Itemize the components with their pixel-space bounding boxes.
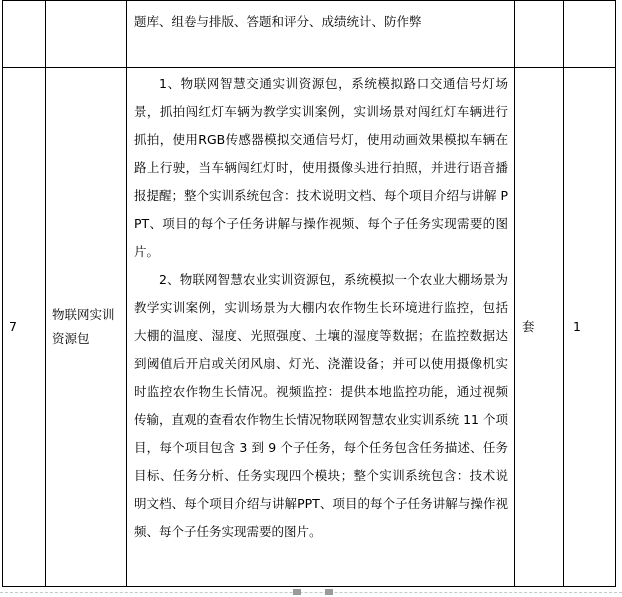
number-cell [3,1,46,68]
column-marker [325,589,333,595]
description-paragraph-2: 2、物联网智慧农业实训资源包，系统模拟一个农业大棚场景为教学实训案例，实训场景为大棚内农作物生长环境进行监控，包括大棚的温度、湿度、光照强度、土壤的湿度等数据；在监控数据达到阈值后开启或关闭风扇、灯光、浇灌设备；并可以使用摄像机实时监控农作物生长情况。视频监控：提供本地监控功能，通过视频传输，直观的查看农作物生长情况物联网智慧农业实训系统 11 个项目，每个项目包含 3 到 9 个子任务，每个任务包含任务描述、任务目标、任务分析、任务实现四个模块；整个实训系统包含：技术说明文档、每个项目介绍与讲解PPT、项目的每个子任务讲解与操作视频、每个子任务实现需要的图片。 [134,272,508,539]
unit-cell [515,1,564,68]
item-unit: 套 [515,68,564,587]
item-description [127,68,514,546]
item-quantity: 1 [564,68,616,587]
table-row [3,1,616,68]
table-row [3,68,616,587]
description-cell [127,68,515,587]
procurement-spec-table [2,0,616,587]
item-name: 物联网实训资源包 [46,68,127,587]
quantity-cell [564,1,616,68]
name-cell [46,1,127,68]
description-paragraph-1: 1、物联网智慧交通实训资源包，系统模拟路口交通信号灯场景，抓拍闯红灯车辆为教学实训案例，实训场景对闯红灯车辆进行抓拍，使用RGB传感器模拟交通信号灯，使用动画效果模拟车辆在路上行驶，当车辆闯红灯时，使用摄像头进行拍照，并进行语音播报提醒；整个实训系统包含：技术说明文档、每个项目介绍与讲解 PPT、项目的每个子任务讲解与操作视频、每个子任务实现需要的图片。 [134,76,509,259]
item-number: 7 [3,68,46,587]
page-boundary-line [0,592,622,594]
previous-row-description: 题库、组卷与排版、答题和评分、成绩统计、防作弊 [134,14,422,29]
description-cell [127,1,515,68]
column-marker [293,589,301,595]
